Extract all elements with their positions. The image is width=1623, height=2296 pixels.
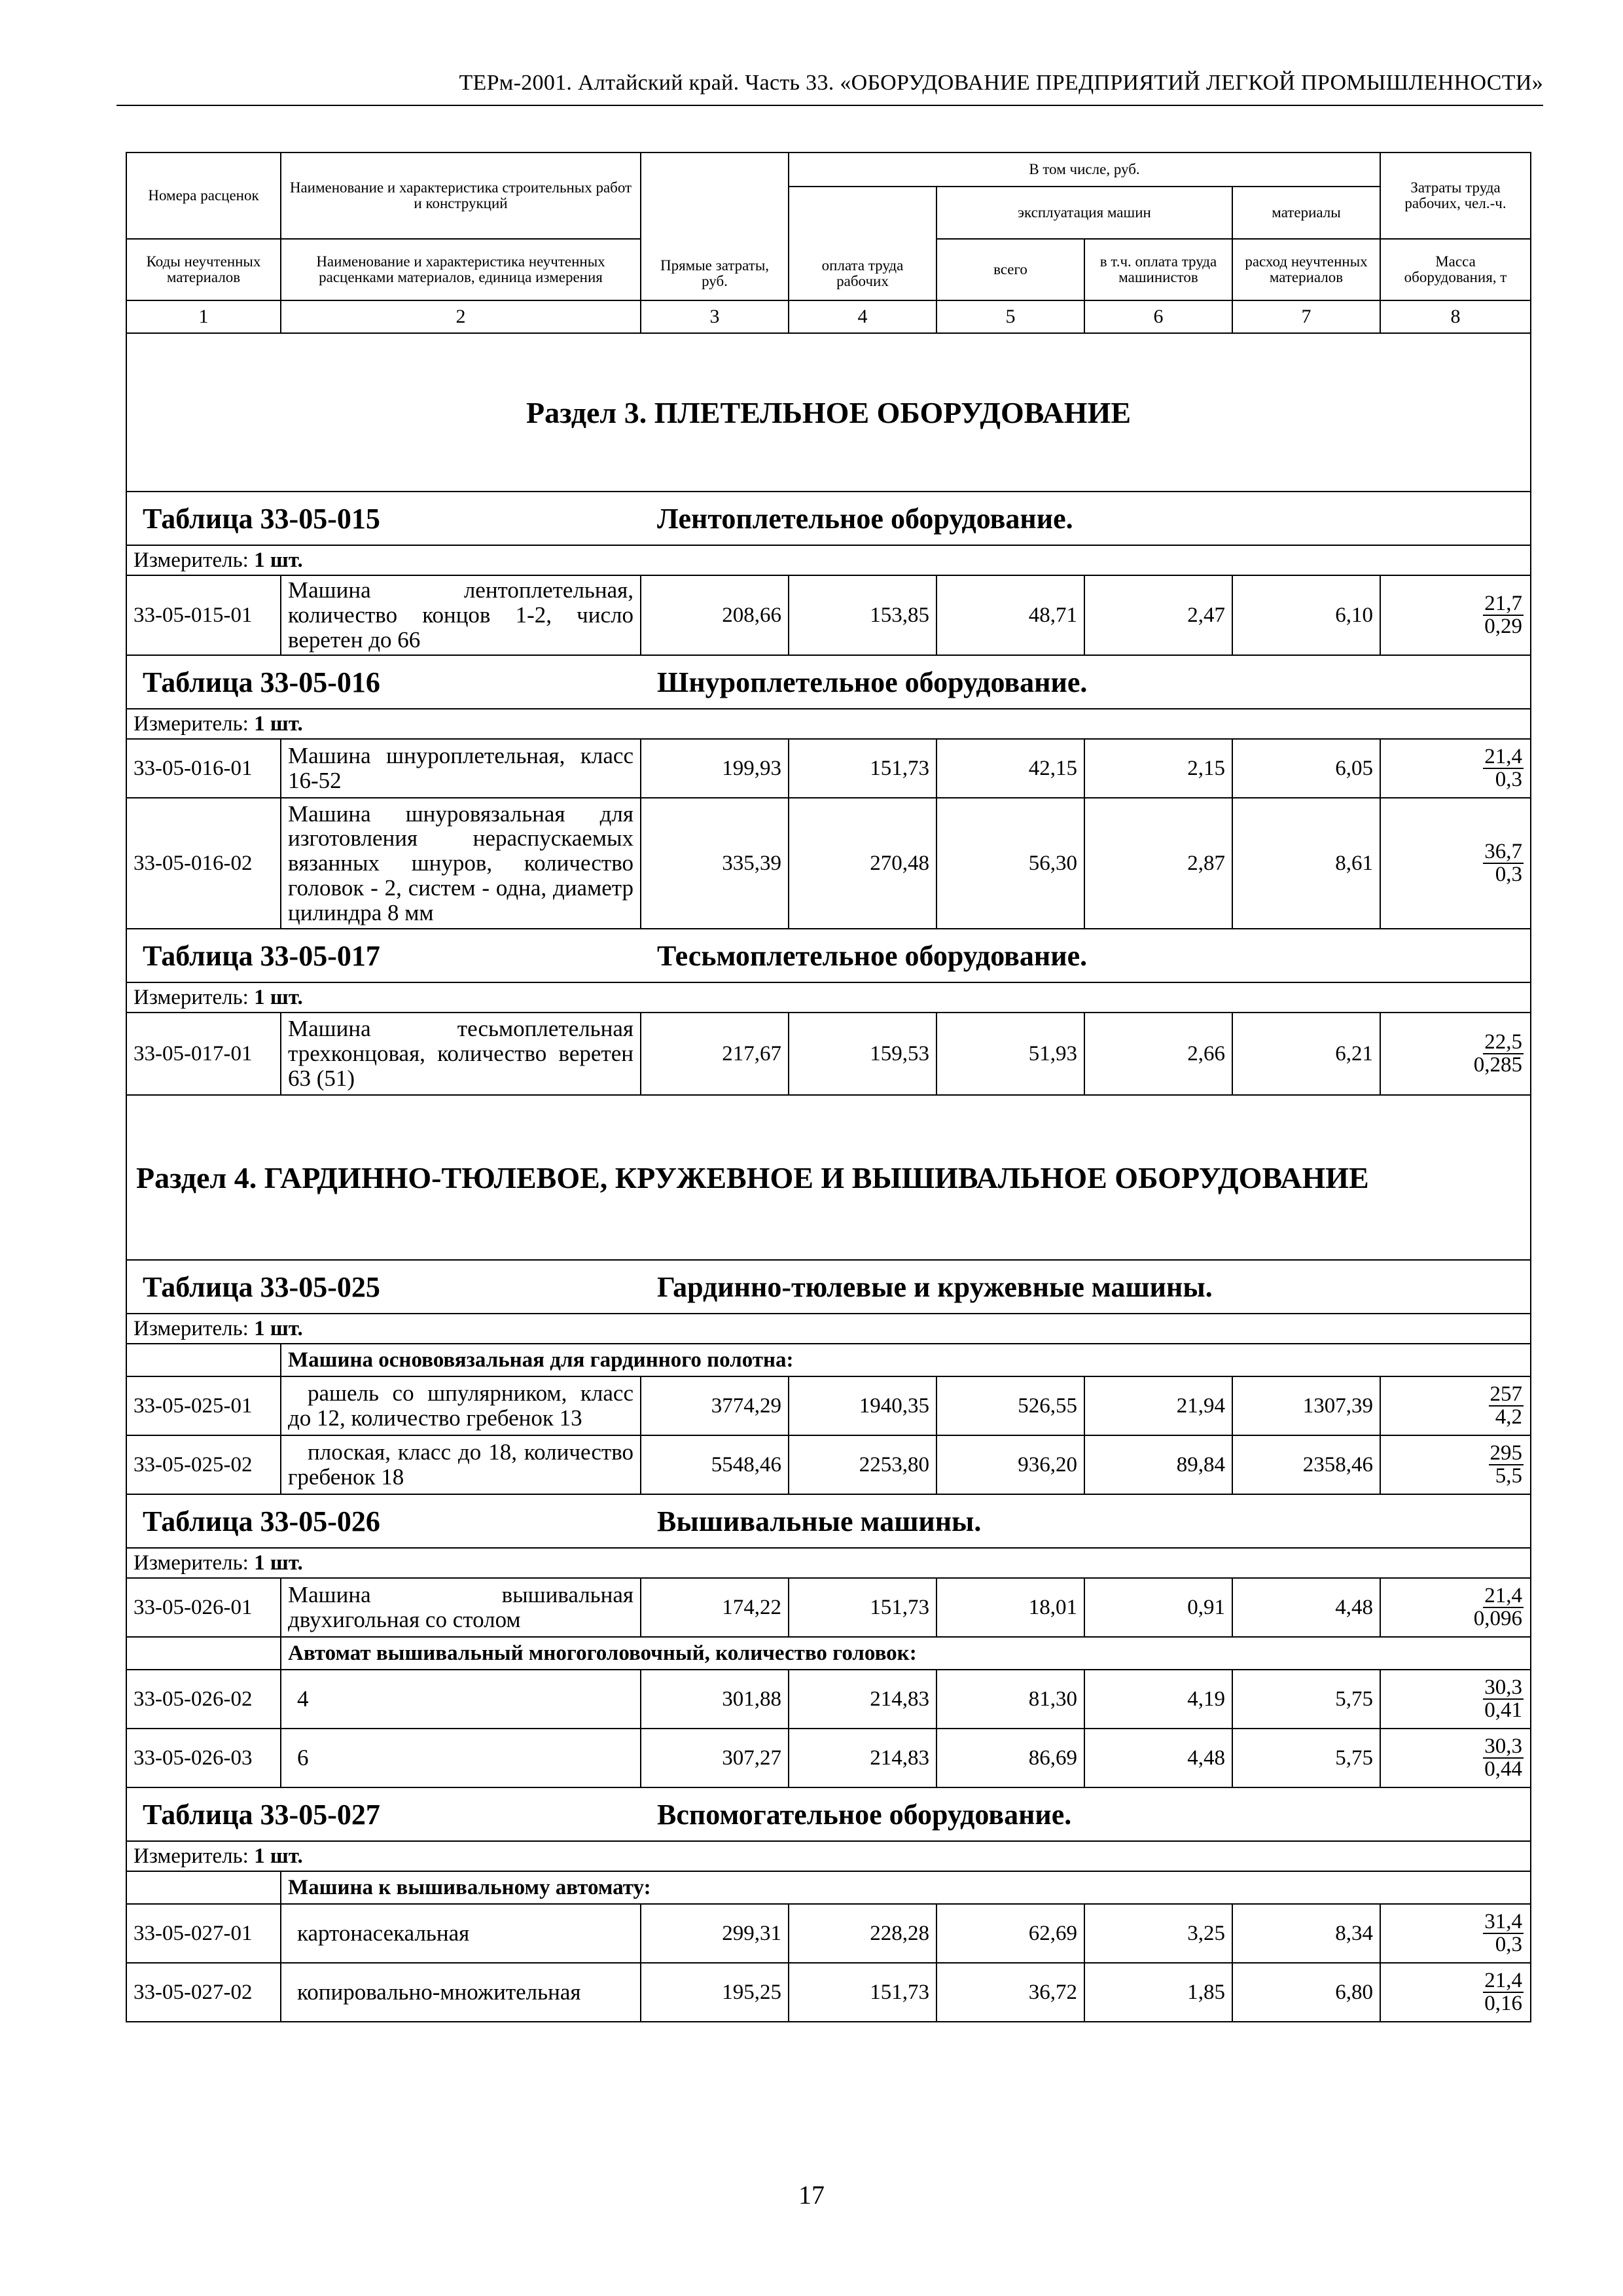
- worker-pay: 159,53: [789, 1013, 936, 1095]
- table-title-row: [126, 492, 1531, 545]
- table-code: Таблица 33-05-016: [143, 666, 380, 698]
- header-row-1: [126, 152, 1531, 187]
- table-row: [126, 575, 1531, 655]
- materials: 6,05: [1232, 739, 1380, 798]
- labor: 21,4: [1484, 745, 1523, 768]
- table-name: Тесьмоплетельное оборудование.: [657, 939, 1088, 972]
- mass: 0,16: [1484, 1992, 1523, 2015]
- operator-pay: 3,25: [1084, 1904, 1232, 1963]
- table-title-row: [126, 1787, 1531, 1841]
- direct-costs: 208,66: [641, 575, 789, 655]
- labor: 31,4: [1484, 1910, 1523, 1933]
- table-row: [126, 1013, 1531, 1095]
- table-row: [126, 1435, 1531, 1494]
- table-row: [126, 1729, 1531, 1787]
- rate-code: 33-05-026-02: [126, 1670, 281, 1729]
- worker-pay: 214,83: [789, 1670, 936, 1729]
- col-work-name: Наименование и характеристика строительных работ и конструкций: [281, 152, 641, 239]
- meter-label: Измеритель:: [134, 1844, 249, 1868]
- column-number: 3: [641, 300, 789, 333]
- table-title-row: [126, 655, 1531, 709]
- rate-code: 33-05-016-01: [126, 739, 281, 798]
- rate-code: 33-05-025-01: [126, 1376, 281, 1435]
- direct-costs: 3774,29: [641, 1376, 789, 1435]
- group-title: Автомат вышивальный многоголовочный, количество головок:: [281, 1637, 1531, 1670]
- machines-total: 48,71: [936, 575, 1084, 655]
- labor: 36,7: [1484, 840, 1523, 863]
- rate-name: картонасекальная: [281, 1904, 641, 1963]
- col-rates-numbers: Номера расценок: [126, 152, 281, 239]
- col-worker-pay: оплата труда рабочих: [789, 187, 936, 300]
- worker-pay: 228,28: [789, 1904, 936, 1963]
- mass: 0,096: [1473, 1607, 1523, 1630]
- rate-code: 33-05-026-01: [126, 1578, 281, 1637]
- rate-name: копировально-множительная: [281, 1963, 641, 2022]
- labor: 21,4: [1484, 1969, 1523, 1992]
- labor: 30,3: [1484, 1676, 1523, 1699]
- column-number: 8: [1380, 300, 1531, 333]
- meter-row: [126, 1841, 1531, 1871]
- column-number: 2: [281, 300, 641, 333]
- col-equipment-mass: Масса оборудования, т: [1380, 239, 1531, 300]
- mass: 4,2: [1495, 1405, 1523, 1429]
- labor-mass: [1380, 1013, 1531, 1095]
- meter-row: [126, 1314, 1531, 1344]
- col-operator-pay: в т.ч. оплата труда машинистов: [1084, 239, 1232, 300]
- col-material-codes: Коды неучтенных материалов: [126, 239, 281, 300]
- machines-total: 86,69: [936, 1729, 1084, 1787]
- labor: 21,7: [1484, 592, 1523, 615]
- mass: 0,3: [1495, 863, 1523, 886]
- materials: 8,34: [1232, 1904, 1380, 1963]
- meter-value: 1 шт.: [254, 1316, 303, 1340]
- operator-pay: 4,48: [1084, 1729, 1232, 1787]
- meter-value: 1 шт.: [254, 548, 303, 572]
- machines-total: 936,20: [936, 1435, 1084, 1494]
- labor: 30,3: [1484, 1734, 1523, 1758]
- column-number: 7: [1232, 300, 1380, 333]
- materials: 2358,46: [1232, 1435, 1380, 1494]
- col-labor: Затраты труда рабочих, чел.-ч.: [1380, 152, 1531, 239]
- rate-code: 33-05-026-03: [126, 1729, 281, 1787]
- table-name: Лентоплетельное оборудование.: [657, 502, 1073, 535]
- table-row: [126, 1670, 1531, 1729]
- mass: 0,285: [1473, 1053, 1523, 1077]
- column-number: 5: [936, 300, 1084, 333]
- table-code: Таблица 33-05-025: [143, 1270, 380, 1303]
- rate-name: Машина тесьмоплетельная трехконцовая, количество веретен 63 (51): [281, 1013, 641, 1095]
- meter-row: [126, 545, 1531, 575]
- table-name: Шнуроплетельное оборудование.: [657, 666, 1088, 698]
- meter-value: 1 шт.: [254, 711, 303, 736]
- section-3-row: [126, 333, 1531, 492]
- materials: 5,75: [1232, 1729, 1380, 1787]
- col-machines: эксплуатация машин: [936, 187, 1232, 239]
- worker-pay: 214,83: [789, 1729, 936, 1787]
- table-row: [126, 798, 1531, 929]
- labor-mass: [1380, 798, 1531, 929]
- mass: 0,41: [1484, 1698, 1523, 1722]
- direct-costs: 301,88: [641, 1670, 789, 1729]
- rate-code: 33-05-016-02: [126, 798, 281, 929]
- labor: 295: [1489, 1441, 1523, 1465]
- col-material-names: Наименование и характеристика неучтенных расценками материалов, единица измерения: [281, 239, 641, 300]
- direct-costs: 195,25: [641, 1963, 789, 2022]
- labor-mass: [1380, 1578, 1531, 1637]
- table-title-row: [126, 1494, 1531, 1548]
- meter-label: Измеритель:: [134, 548, 249, 572]
- meter-value: 1 шт.: [254, 985, 303, 1009]
- meter-label: Измеритель:: [134, 711, 249, 736]
- table-code: Таблица 33-05-015: [143, 502, 380, 535]
- column-numbers-row: [126, 300, 1531, 333]
- machines-total: 18,01: [936, 1578, 1084, 1637]
- machines-total: 36,72: [936, 1963, 1084, 2022]
- worker-pay: 151,73: [789, 1578, 936, 1637]
- table-name: Вспомогательное оборудование.: [657, 1798, 1072, 1831]
- meter-value: 1 шт.: [254, 1551, 303, 1575]
- rate-code: 33-05-017-01: [126, 1013, 281, 1095]
- column-number: 4: [789, 300, 936, 333]
- operator-pay: 2,66: [1084, 1013, 1232, 1095]
- machines-total: 51,93: [936, 1013, 1084, 1095]
- operator-pay: 1,85: [1084, 1963, 1232, 2022]
- section-title: Раздел 3. ПЛЕТЕЛЬНОЕ ОБОРУДОВАНИЕ: [126, 333, 1531, 492]
- labor: 21,4: [1484, 1584, 1523, 1607]
- col-direct-costs: Прямые затраты, руб.: [641, 152, 789, 300]
- table-code: Таблица 33-05-026: [143, 1505, 380, 1537]
- meter-label: Измеритель:: [134, 1316, 249, 1340]
- group-row: [126, 1637, 1531, 1670]
- rate-name: рашель со шпулярником, класс до 12, количество гребенок 13: [281, 1376, 641, 1435]
- mass: 5,5: [1495, 1464, 1523, 1488]
- operator-pay: 2,15: [1084, 739, 1232, 798]
- worker-pay: 1940,35: [789, 1376, 936, 1435]
- direct-costs: 307,27: [641, 1729, 789, 1787]
- labor-mass: [1380, 1435, 1531, 1494]
- section-title: Раздел 4. ГАРДИННО-ТЮЛЕВОЕ, КРУЖЕВНОЕ И ВЫШИВАЛЬНОЕ ОБОРУДОВАНИЕ: [126, 1095, 1531, 1260]
- labor: 22,5: [1484, 1030, 1523, 1054]
- direct-costs: 299,31: [641, 1904, 789, 1963]
- mass: 0,44: [1484, 1757, 1523, 1781]
- meter-row: [126, 1548, 1531, 1578]
- table-title-row: [126, 1260, 1531, 1314]
- col-materials: материалы: [1232, 187, 1380, 239]
- machines-total: 81,30: [936, 1670, 1084, 1729]
- worker-pay: 151,73: [789, 1963, 936, 2022]
- operator-pay: 4,19: [1084, 1670, 1232, 1729]
- labor-mass: [1380, 1904, 1531, 1963]
- col-total: всего: [936, 239, 1084, 300]
- materials: 6,10: [1232, 575, 1380, 655]
- machines-total: 56,30: [936, 798, 1084, 929]
- col-unaccounted-materials: расход неучтенных материалов: [1232, 239, 1380, 300]
- table-row: [126, 1578, 1531, 1637]
- table-row: [126, 1376, 1531, 1435]
- col-including: В том числе, руб.: [789, 152, 1380, 187]
- machines-total: 62,69: [936, 1904, 1084, 1963]
- meter-row: [126, 982, 1531, 1013]
- page-number: 17: [798, 2180, 825, 2210]
- group-row: [126, 1344, 1531, 1376]
- direct-costs: 5548,46: [641, 1435, 789, 1494]
- mass: 0,3: [1495, 768, 1523, 791]
- table-code: Таблица 33-05-027: [143, 1798, 380, 1831]
- materials: 6,21: [1232, 1013, 1380, 1095]
- table-title-row: [126, 929, 1531, 982]
- operator-pay: 2,87: [1084, 798, 1232, 929]
- group-row: [126, 1871, 1531, 1904]
- rate-name: Машина вышивальная двухигольная со столом: [281, 1578, 641, 1637]
- table-row: [126, 1963, 1531, 2022]
- table-row: [126, 739, 1531, 798]
- table-name: Гардинно-тюлевые и кружевные машины.: [657, 1270, 1213, 1303]
- direct-costs: 335,39: [641, 798, 789, 929]
- column-number: 6: [1084, 300, 1232, 333]
- rate-code: 33-05-027-01: [126, 1904, 281, 1963]
- operator-pay: 21,94: [1084, 1376, 1232, 1435]
- meter-label: Измеритель:: [134, 1551, 249, 1575]
- machines-total: 42,15: [936, 739, 1084, 798]
- group-title: Машина основовязальная для гардинного полотна:: [281, 1344, 1531, 1376]
- labor-mass: [1380, 1376, 1531, 1435]
- labor: 257: [1489, 1382, 1523, 1406]
- worker-pay: 270,48: [789, 798, 936, 929]
- materials: 5,75: [1232, 1670, 1380, 1729]
- worker-pay: 153,85: [789, 575, 936, 655]
- direct-costs: 217,67: [641, 1013, 789, 1095]
- machines-total: 526,55: [936, 1376, 1084, 1435]
- rate-name: 6: [281, 1729, 641, 1787]
- header-rule: [116, 105, 1543, 106]
- rates-table: [126, 152, 1531, 2022]
- table-code: Таблица 33-05-017: [143, 939, 380, 972]
- materials: 6,80: [1232, 1963, 1380, 2022]
- section-4-row: [126, 1095, 1531, 1260]
- labor-mass: [1380, 575, 1531, 655]
- meter-value: 1 шт.: [254, 1844, 303, 1868]
- rate-name: Машина шнуроплетельная, класс 16-52: [281, 739, 641, 798]
- direct-costs: 174,22: [641, 1578, 789, 1637]
- worker-pay: 151,73: [789, 739, 936, 798]
- operator-pay: 2,47: [1084, 575, 1232, 655]
- direct-costs: 199,93: [641, 739, 789, 798]
- materials: 4,48: [1232, 1578, 1380, 1637]
- rate-name: Машина лентоплетельная, количество концов 1-2, число веретен до 66: [281, 575, 641, 655]
- table-row: [126, 1904, 1531, 1963]
- rate-code: 33-05-025-02: [126, 1435, 281, 1494]
- rate-code: 33-05-015-01: [126, 575, 281, 655]
- labor-mass: [1380, 1729, 1531, 1787]
- worker-pay: 2253,80: [789, 1435, 936, 1494]
- labor-mass: [1380, 1963, 1531, 2022]
- mass: 0,29: [1484, 615, 1523, 638]
- labor-mass: [1380, 1670, 1531, 1729]
- rate-name: плоская, класс до 18, количество гребенок 18: [281, 1435, 641, 1494]
- operator-pay: 0,91: [1084, 1578, 1232, 1637]
- meter-label: Измеритель:: [134, 985, 249, 1009]
- materials: 8,61: [1232, 798, 1380, 929]
- running-header: ТЕРм-2001. Алтайский край. Часть 33. «ОБОРУДОВАНИЕ ПРЕДПРИЯТИЙ ЛЕГКОЙ ПРОМЫШЛЕННОСТИ»: [459, 71, 1543, 95]
- rate-code: 33-05-027-02: [126, 1963, 281, 2022]
- rate-name: 4: [281, 1670, 641, 1729]
- mass: 0,3: [1495, 1933, 1523, 1956]
- rate-name: Машина шнуровязальная для изготовления нераспускаемых вязанных шнуров, количество головок - 2, систем - одна, диаметр цилиндра 8 мм: [281, 798, 641, 929]
- labor-mass: [1380, 739, 1531, 798]
- meter-row: [126, 709, 1531, 739]
- materials: 1307,39: [1232, 1376, 1380, 1435]
- group-title: Машина к вышивальному автомату:: [281, 1871, 1531, 1904]
- table-name: Вышивальные машины.: [657, 1505, 982, 1537]
- operator-pay: 89,84: [1084, 1435, 1232, 1494]
- column-number: 1: [126, 300, 281, 333]
